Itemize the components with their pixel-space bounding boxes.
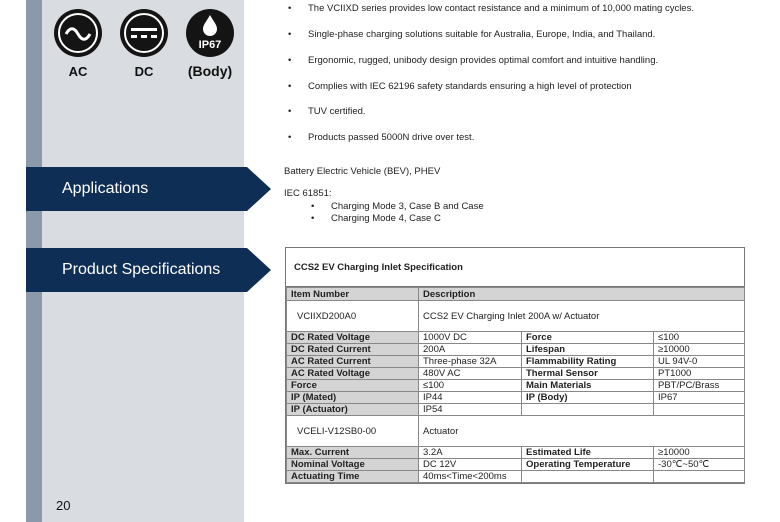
spec-label: Nominal Voltage [287,459,419,471]
spec-label: Thermal Sensor [522,368,654,380]
ac-label: AC [68,64,88,79]
spec-label: DC Rated Voltage [287,332,419,344]
spec-value: PT1000 [654,368,745,380]
spec-label: IP (Body) [522,392,654,404]
spec-label: Force [522,332,654,344]
charging-mode-item: • Charging Mode 4, Case C [331,213,441,224]
table-row [287,404,745,416]
spec-value: ≥10000 [654,447,745,459]
ac-wave-icon [54,9,102,57]
spec-value: 200A [419,344,522,356]
spec-label [522,404,654,416]
spec-value: 1000V DC [419,332,522,344]
spec-value: IP44 [419,392,522,404]
table-row [287,356,745,368]
table-row [287,301,745,332]
product-specifications-banner [26,248,247,292]
table-row [287,332,745,344]
feature-item: • Ergonomic, rugged, unibody design provides optimal comfort and intuitive handling. [308,55,658,66]
spec-value: IP67 [654,392,745,404]
spec-value: -30℃~50℃ [654,459,745,471]
ip67-drop-icon [186,9,234,57]
spec-label: Main Materials [522,380,654,392]
spec-value: ≤100 [654,332,745,344]
spec-table-title: CCS2 EV Charging Inlet Specification [286,248,744,287]
item-description: CCS2 EV Charging Inlet 200A w/ Actuator [419,301,745,332]
feature-item: • Complies with IEC 62196 safety standards ensuring a high level of protection [308,81,632,92]
table-row [287,344,745,356]
page-number: 20 [56,498,71,513]
spec-label [522,471,654,483]
item-description: Actuator [419,416,745,447]
body-label: (Body) [187,63,233,79]
table-header-row [287,288,745,301]
spec-value: DC 12V [419,459,522,471]
spec-value: ≥10000 [654,344,745,356]
spec-label: Lifespan [522,344,654,356]
spec-label: Actuating Time [287,471,419,483]
spec-label: Max. Current [287,447,419,459]
spec-label: Estimated Life [522,447,654,459]
spec-table [285,247,745,484]
spec-label: Force [287,380,419,392]
spec-label: DC Rated Current [287,344,419,356]
spec-value [654,404,745,416]
spec-label: Flammability Rating [522,356,654,368]
spec-value [654,471,745,483]
spec-value: 480V AC [419,368,522,380]
applications-vehicle: Battery Electric Vehicle (BEV), PHEV [284,166,441,177]
feature-item: • TUV certified. [308,106,366,117]
charging-mode-item: • Charging Mode 3, Case B and Case [331,201,484,212]
spec-value: ≤100 [419,380,522,392]
table-row [287,471,745,483]
ip67-badge-text: IP67 [198,39,222,51]
feature-item: • Products passed 5000N drive over test. [308,132,474,143]
spec-label: AC Rated Current [287,356,419,368]
dc-line-icon [120,9,168,57]
spec-label: AC Rated Voltage [287,368,419,380]
feature-item: • The VCIIXD series provides low contact resistance and a minimum of 10,000 mating cycles. [308,3,694,14]
applications-standard: IEC 61851: [284,188,332,199]
table-row [287,416,745,447]
product-specifications-heading: Product Specifications [62,261,221,278]
applications-banner [26,167,247,211]
spec-value: PBT/PC/Brass [654,380,745,392]
table-row [287,459,745,471]
applications-heading: Applications [62,180,149,197]
item-number: VCELI-V12SB0-00 [287,416,419,447]
spec-value: 40ms<Time<200ms [419,471,522,483]
feature-item: • Single-phase charging solutions suitable for Australia, Europe, India, and Thailand. [308,29,655,40]
spec-value: IP54 [419,404,522,416]
item-number: VCIIXD200A0 [287,301,419,332]
spec-value: 3.2A [419,447,522,459]
table-row [287,368,745,380]
spec-label: IP (Actuator) [287,404,419,416]
spec-label: Operating Temperature [522,459,654,471]
table-row [287,447,745,459]
column-header: Item Number [287,288,419,301]
column-header: Description [419,288,745,301]
table-row [287,380,745,392]
spec-label: IP (Mated) [287,392,419,404]
spec-value: UL 94V-0 [654,356,745,368]
table-row [287,392,745,404]
spec-value: Three-phase 32A [419,356,522,368]
dc-label: DC [134,64,154,79]
